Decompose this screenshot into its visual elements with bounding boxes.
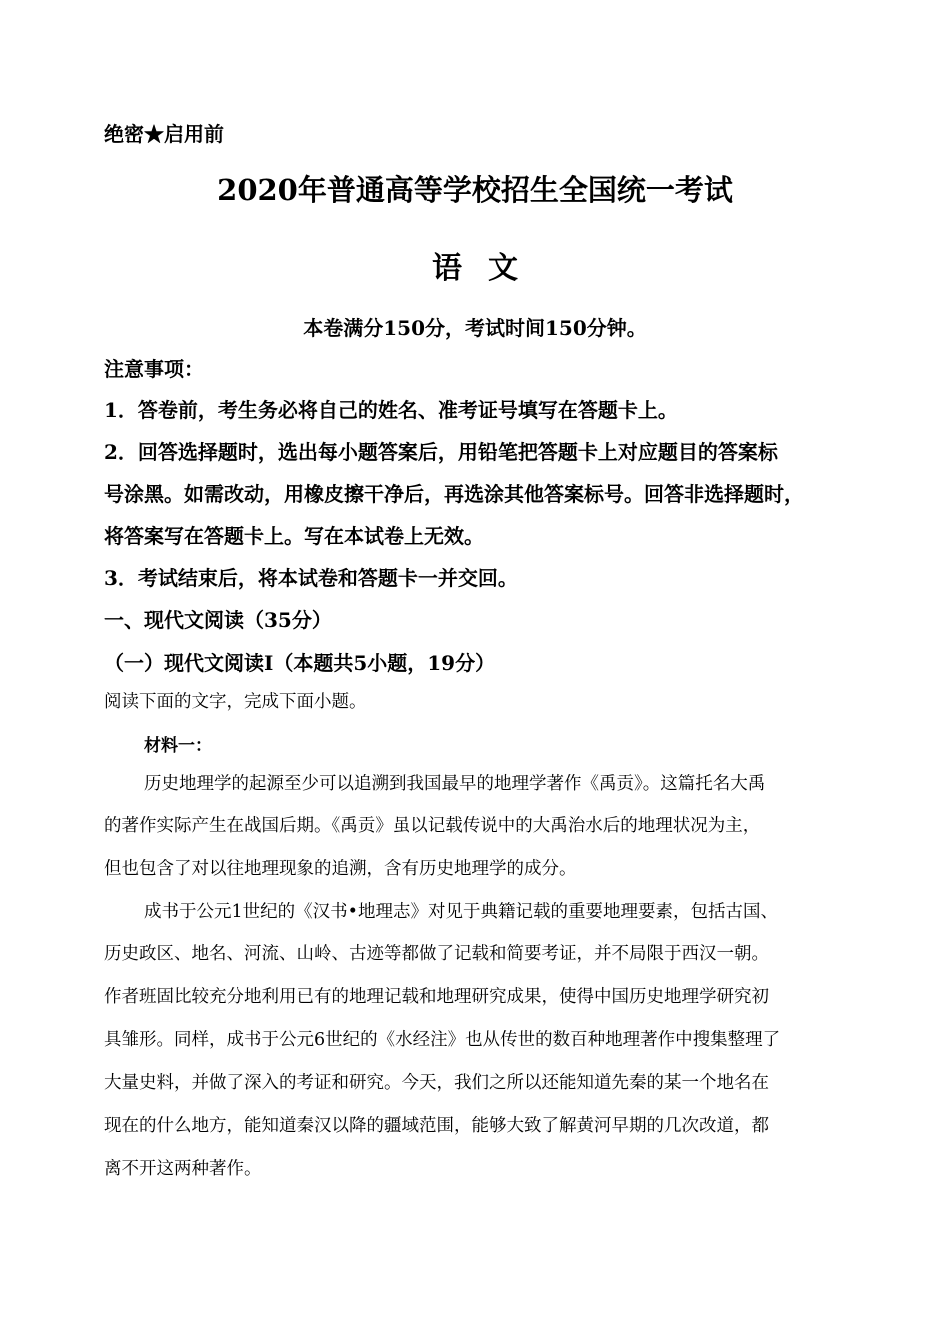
section-heading: 一、现代文阅读（35分） xyxy=(104,608,332,632)
passage-line: 历史地理学的起源至少可以追溯到我国最早的地理学著作《禹贡》。这篇托名大禹 xyxy=(144,774,766,794)
exam-title: 2020年普通高等学校招生全国统一考试 xyxy=(217,173,733,207)
passage-line: 离不开这两种著作。 xyxy=(104,1159,262,1179)
passage-line: 但也包含了对以往地理现象的追溯，含有历史地理学的成分。 xyxy=(104,859,577,879)
passage-line: 现在的什么地方，能知道秦汉以降的疆域范围，能够大致了解黄河早期的几次改道，都 xyxy=(104,1116,769,1136)
notice-item-1: 1．答卷前，考生务必将自己的姓名、准考证号填写在答题卡上。 xyxy=(104,398,678,422)
passage-line: 作者班固比较充分地利用已有的地理记载和地理研究成果，使得中国历史地理学研究初 xyxy=(104,987,769,1007)
notice-item-2-line-1: 2．回答选择题时，选出每小题答案后，用铅笔把答题卡上对应题目的答案标 xyxy=(104,440,778,464)
passage-line: 历史政区、地名、河流、山岭、古迹等都做了记载和简要考证，并不局限于西汉一朝。 xyxy=(104,944,769,964)
passage-line: 成书于公元1世纪的《汉书•地理志》对见于典籍记载的重要地理要素，包括古国、 xyxy=(144,902,778,922)
notice-heading: 注意事项： xyxy=(104,357,204,381)
material-label: 材料一： xyxy=(144,736,212,756)
notice-item-3: 3．考试结束后，将本试卷和答题卡一并交回。 xyxy=(104,566,518,590)
passage-line: 具雏形。同样，成书于公元6世纪的《水经注》也从传世的数百种地理著作中搜集整理了 xyxy=(104,1030,781,1050)
confidential-label: 绝密★启用前 xyxy=(104,122,224,146)
passage-line: 大量史料，并做了深入的考证和研究。今天，我们之所以还能知道先秦的某一个地名在 xyxy=(104,1073,769,1093)
reading-instruction: 阅读下面的文字，完成下面小题。 xyxy=(104,692,367,712)
passage-line: 的著作实际产生在战国后期。《禹贡》虽以记载传说中的大禹治水后的地理状况为主， xyxy=(104,816,761,836)
sub-section-heading: （一）现代文阅读Ⅰ（本题共5小题，19分） xyxy=(104,651,496,675)
subject-title: 语文 xyxy=(432,251,544,286)
notice-item-2-line-2: 号涂黑。如需改动，用橡皮擦干净后，再选涂其他答案标号。回答非选择题时， xyxy=(104,482,804,506)
score-time-info: 本卷满分150分，考试时间150分钟。 xyxy=(303,316,647,340)
notice-item-2-line-3: 将答案写在答题卡上。写在本试卷上无效。 xyxy=(104,524,484,548)
